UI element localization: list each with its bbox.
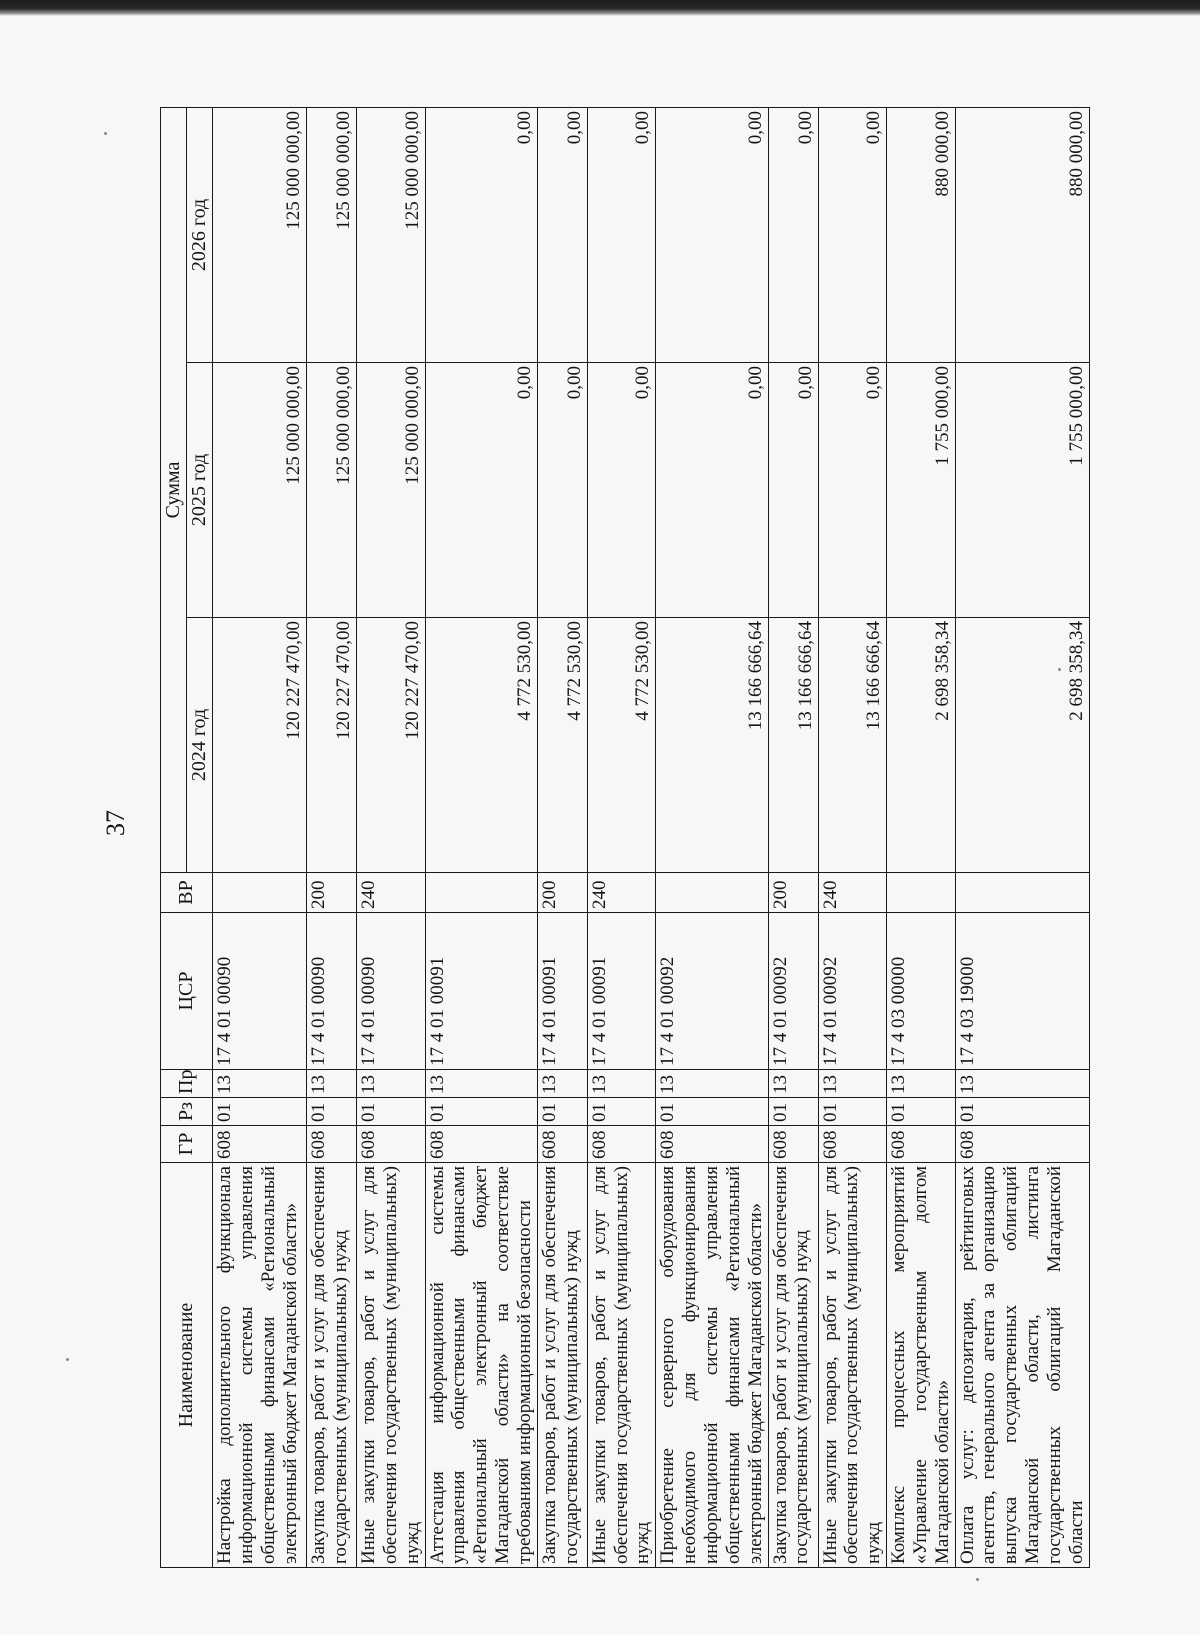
cell-csr: 17 4 01 00091 — [537, 913, 587, 1070]
cell-pr: 13 — [887, 1070, 956, 1098]
cell-rz: 01 — [587, 1098, 656, 1126]
cell-y2026: 0,00 — [537, 107, 587, 362]
cell-pr: 13 — [537, 1070, 587, 1098]
cell-gr: 608 — [887, 1126, 956, 1163]
cell-csr: 17 4 01 00092 — [768, 913, 818, 1070]
page-number: 37 — [101, 810, 130, 836]
cell-name: Иные закупки товаров, работ и услуг для обеспечения государственных (муниципальных) нужд — [587, 1163, 656, 1568]
cell-y2024: 120 227 470,00 — [213, 618, 307, 873]
cell-pr: 13 — [357, 1070, 426, 1098]
cell-gr: 608 — [656, 1126, 768, 1163]
cell-y2026: 880 000,00 — [887, 107, 956, 362]
header-2026: 2026 год — [187, 107, 213, 362]
header-rz: Рз — [161, 1098, 213, 1126]
cell-name: Закупка товаров, работ и услуг для обеспечения государственных (муниципальных) нужд — [307, 1163, 357, 1568]
cell-name: Аттестация информационной системы управления общественными финансами «Региональный электронный бюджет Магаданской области» на соответствие требованиям информационной безопасности — [425, 1163, 537, 1568]
cell-y2025: 0,00 — [425, 363, 537, 618]
cell-y2026: 0,00 — [425, 107, 537, 362]
cell-y2024: 4 772 530,00 — [587, 618, 656, 873]
scan-top-edge — [0, 0, 1200, 16]
table-row — [357, 107, 426, 1567]
cell-y2025: 0,00 — [656, 363, 768, 618]
cell-pr: 13 — [818, 1070, 887, 1098]
cell-y2026: 880 000,00 — [955, 107, 1089, 362]
cell-y2025: 0,00 — [768, 363, 818, 618]
cell-y2025: 125 000 000,00 — [307, 363, 357, 618]
cell-y2024: 13 166 666,64 — [656, 618, 768, 873]
cell-vr: 200 — [768, 873, 818, 913]
cell-vr — [656, 873, 768, 913]
cell-vr — [213, 873, 307, 913]
cell-rz: 01 — [768, 1098, 818, 1126]
cell-rz: 01 — [818, 1098, 887, 1126]
cell-rz: 01 — [213, 1098, 307, 1126]
cell-pr: 13 — [656, 1070, 768, 1098]
cell-rz: 01 — [307, 1098, 357, 1126]
header-2024: 2024 год — [187, 618, 213, 873]
cell-rz: 01 — [425, 1098, 537, 1126]
cell-pr: 13 — [768, 1070, 818, 1098]
table-row — [537, 107, 587, 1567]
cell-y2026: 0,00 — [587, 107, 656, 362]
cell-csr: 17 4 01 00092 — [818, 913, 887, 1070]
cell-vr — [425, 873, 537, 913]
cell-vr: 240 — [357, 873, 426, 913]
cell-y2026: 125 000 000,00 — [357, 107, 426, 362]
cell-pr: 13 — [307, 1070, 357, 1098]
header-pr: Пр — [161, 1070, 213, 1098]
cell-gr: 608 — [537, 1126, 587, 1163]
cell-vr — [887, 873, 956, 913]
cell-y2024: 13 166 666,64 — [768, 618, 818, 873]
header-gr: ГР — [161, 1126, 213, 1163]
cell-y2024: 120 227 470,00 — [357, 618, 426, 873]
cell-rz: 01 — [357, 1098, 426, 1126]
cell-csr: 17 4 03 00000 — [887, 913, 956, 1070]
cell-name: Оплата услуг: депозитария, рейтинговых агентств, генерального агента за организацию выпуска государственных облигаций Магаданской области, листинга государственных облигаций Магаданской области — [955, 1163, 1089, 1568]
cell-y2024: 2 698 358,34 — [887, 618, 956, 873]
budget-table — [160, 107, 1090, 1568]
cell-rz: 01 — [537, 1098, 587, 1126]
cell-gr: 608 — [587, 1126, 656, 1163]
cell-y2025: 0,00 — [537, 363, 587, 618]
cell-csr: 17 4 01 00091 — [425, 913, 537, 1070]
cell-gr: 608 — [955, 1126, 1089, 1163]
cell-name: Закупка товаров, работ и услуг для обеспечения государственных (муниципальных) нужд — [537, 1163, 587, 1568]
cell-y2026: 0,00 — [656, 107, 768, 362]
cell-pr: 13 — [425, 1070, 537, 1098]
header-sum: Сумма — [161, 107, 187, 872]
cell-rz: 01 — [656, 1098, 768, 1126]
table-row — [307, 107, 357, 1567]
cell-name: Приобретение серверного оборудования необходимого для функционирования информационной системы управления общественными финансами «Региональный электронный бюджет Магаданской области» — [656, 1163, 768, 1568]
header-csr: ЦСР — [161, 913, 213, 1070]
table-row — [587, 107, 656, 1567]
cell-csr: 17 4 01 00091 — [587, 913, 656, 1070]
cell-vr: 200 — [537, 873, 587, 913]
cell-vr: 200 — [307, 873, 357, 913]
table-row — [425, 107, 537, 1567]
cell-y2024: 4 772 530,00 — [537, 618, 587, 873]
cell-gr: 608 — [213, 1126, 307, 1163]
cell-y2026: 0,00 — [818, 107, 887, 362]
cell-y2025: 1 755 000,00 — [955, 363, 1089, 618]
cell-name: Иные закупки товаров, работ и услуг для обеспечения государственных (муниципальных) нужд — [357, 1163, 426, 1568]
cell-gr: 608 — [307, 1126, 357, 1163]
cell-name: Настройка дополнительного функционала информационной системы управления общественными финансами «Региональный электронный бюджет Магаданской области» — [213, 1163, 307, 1568]
scan-speck — [976, 1578, 979, 1581]
table-row — [768, 107, 818, 1567]
cell-gr: 608 — [425, 1126, 537, 1163]
cell-gr: 608 — [357, 1126, 426, 1163]
table-row — [887, 107, 956, 1567]
cell-name: Комплекс процессных мероприятий «Управление государственным долгом Магаданской области» — [887, 1163, 956, 1568]
cell-y2025: 0,00 — [818, 363, 887, 618]
table-row — [656, 107, 768, 1567]
cell-y2024: 13 166 666,64 — [818, 618, 887, 873]
table-row — [955, 107, 1089, 1567]
cell-y2024: 4 772 530,00 — [425, 618, 537, 873]
cell-gr: 608 — [768, 1126, 818, 1163]
cell-y2025: 0,00 — [587, 363, 656, 618]
cell-y2025: 125 000 000,00 — [213, 363, 307, 618]
header-2025: 2025 год — [187, 363, 213, 618]
cell-y2024: 2 698 358,34 — [955, 618, 1089, 873]
table-row — [818, 107, 887, 1567]
cell-pr: 13 — [213, 1070, 307, 1098]
cell-y2026: 125 000 000,00 — [307, 107, 357, 362]
cell-vr — [955, 873, 1089, 913]
cell-rz: 01 — [955, 1098, 1089, 1126]
cell-vr: 240 — [818, 873, 887, 913]
cell-pr: 13 — [955, 1070, 1089, 1098]
cell-csr: 17 4 01 00090 — [357, 913, 426, 1070]
cell-y2026: 0,00 — [768, 107, 818, 362]
cell-csr: 17 4 01 00090 — [213, 913, 307, 1070]
cell-csr: 17 4 01 00092 — [656, 913, 768, 1070]
cell-rz: 01 — [887, 1098, 956, 1126]
budget-table-sheet — [160, 108, 1087, 1568]
scan-speck — [104, 132, 107, 135]
cell-gr: 608 — [818, 1126, 887, 1163]
cell-y2025: 1 755 000,00 — [887, 363, 956, 618]
cell-csr: 17 4 01 00090 — [307, 913, 357, 1070]
table-row — [213, 107, 307, 1567]
header-name: Наименование — [161, 1163, 213, 1568]
header-vr: ВР — [161, 873, 213, 913]
cell-y2025: 125 000 000,00 — [357, 363, 426, 618]
cell-pr: 13 — [587, 1070, 656, 1098]
cell-y2024: 120 227 470,00 — [307, 618, 357, 873]
scan-speck — [66, 1358, 69, 1361]
cell-y2026: 125 000 000,00 — [213, 107, 307, 362]
cell-csr: 17 4 03 19000 — [955, 913, 1089, 1070]
cell-name: Закупка товаров, работ и услуг для обеспечения государственных (муниципальных) нужд — [768, 1163, 818, 1568]
cell-name: Иные закупки товаров, работ и услуг для обеспечения государственных (муниципальных) нужд — [818, 1163, 887, 1568]
cell-vr: 240 — [587, 873, 656, 913]
